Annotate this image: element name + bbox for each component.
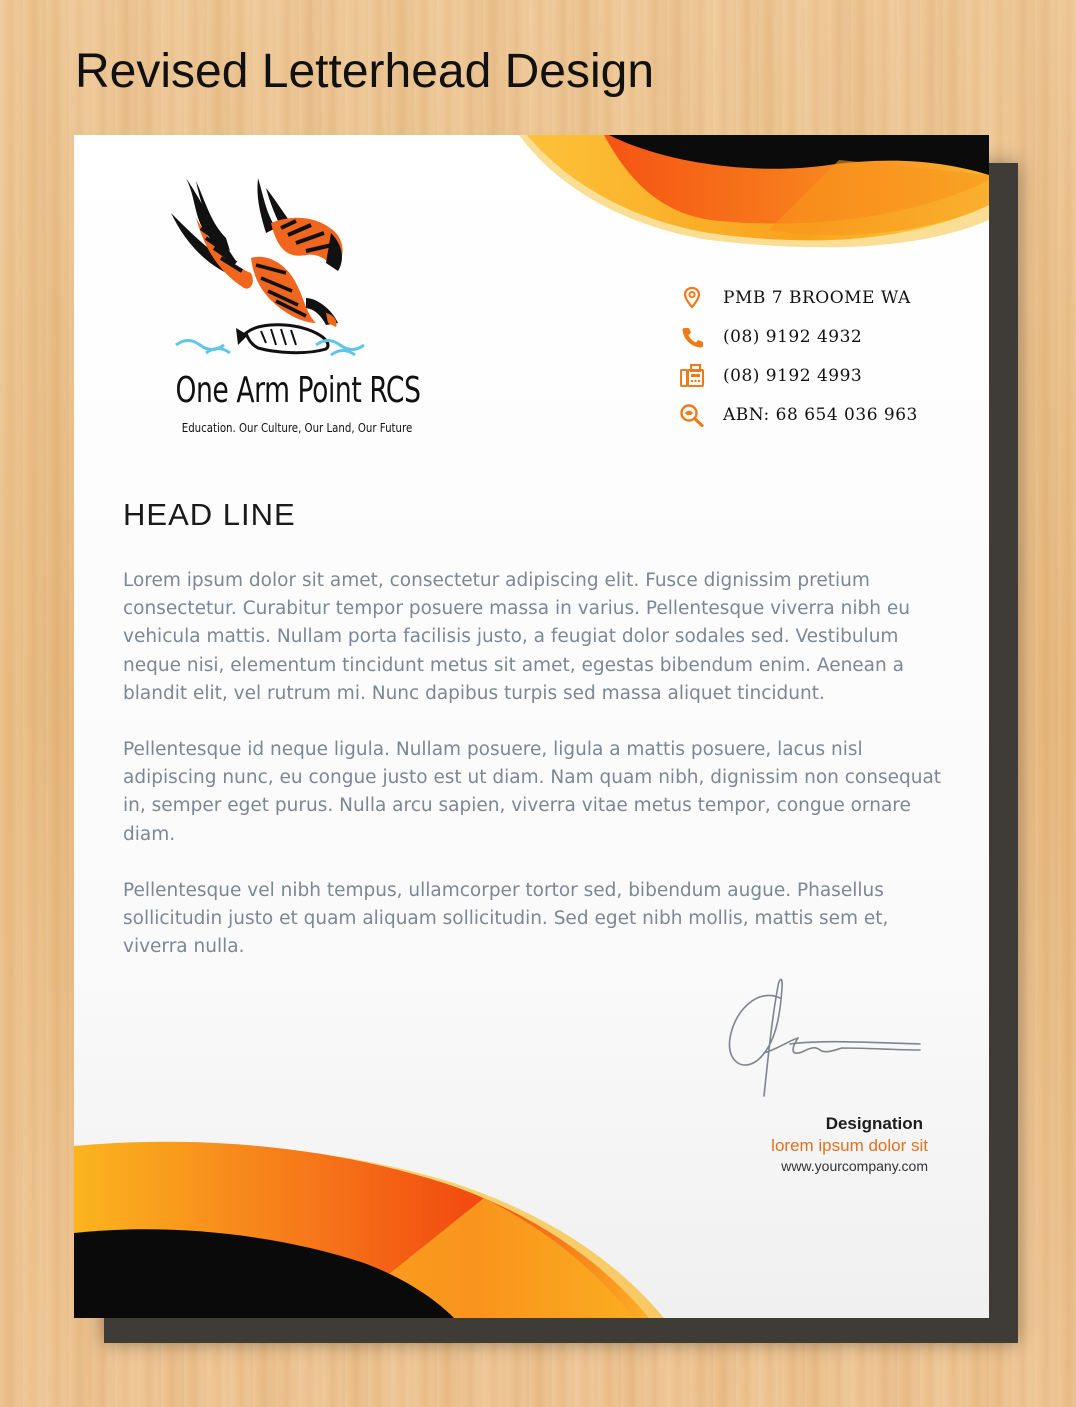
top-swoosh-decoration — [519, 135, 989, 255]
body-paragraph: Pellentesque vel nibh tempus, ullamcorper tortor sed, bibendum augue. Phasellus sollicitudin justo et quam aliquam sollicitudin. Sed eget nibh mollis, mattis sem et, viverra nulla. — [123, 879, 889, 958]
signoff-block — [771, 1114, 928, 1174]
school-name: One Arm Point RCS — [175, 370, 421, 411]
signoff-website: www.yourcompany.com — [781, 1158, 928, 1174]
contact-fax — [679, 356, 979, 395]
school-tagline: Education. Our Culture, Our Land, Our Future — [181, 421, 413, 435]
handwritten-signature — [720, 978, 930, 1108]
contact-text: (08) 9192 4993 — [723, 365, 863, 386]
page-title: Revised Letterhead Design — [75, 45, 655, 98]
contact-phone — [679, 317, 979, 356]
location-pin-icon — [679, 286, 705, 310]
eagle-logo-icon — [166, 173, 376, 368]
phone-icon — [679, 325, 705, 349]
contact-text: (08) 9192 4932 — [723, 326, 863, 347]
fax-icon — [679, 364, 705, 388]
letterhead-paper — [74, 135, 989, 1318]
bottom-swoosh-decoration — [74, 1138, 674, 1318]
signoff-designation: Designation — [825, 1114, 923, 1133]
body-paragraph: Pellentesque id neque ligula. Nullam posuere, ligula a mattis posuere, lacus nisl adipiscing nunc, eu congue justo est ut diam. Nam quam nibh, dignissim non consequat in, semper eget purus. Nulla arcu sapien, viverra vitae metus tempor, congue ornare diam. — [123, 739, 942, 845]
contact-address — [679, 278, 979, 317]
contact-info — [679, 278, 979, 434]
contact-text: PMB 7 BROOME WA — [723, 287, 911, 308]
signoff-subtitle: lorem ipsum dolor sit — [771, 1136, 928, 1155]
body-paragraph: Lorem ipsum dolor sit amet, consectetur adipiscing elit. Fusce dignissim pretium consectetur. Curabitur tempor posuere massa in varius. Pellentesque viverra nibh eu vehicula mattis. Nullam porta facilisis justo, a feugiat dolor sodales sed. Vestibulum neque nisi, elementum tincidunt metus sit amet, egestas bibendum enim. Aenean a blandit elit, vel rutrum mi. Nunc dapibus turpis sed massa aliquet tincidunt. — [123, 570, 910, 704]
magnifier-icon — [679, 403, 705, 427]
letter-body — [123, 567, 943, 989]
letter-headline: HEAD LINE — [123, 497, 296, 532]
contact-text: ABN: 68 654 036 963 — [723, 404, 918, 425]
contact-abn — [679, 395, 979, 434]
